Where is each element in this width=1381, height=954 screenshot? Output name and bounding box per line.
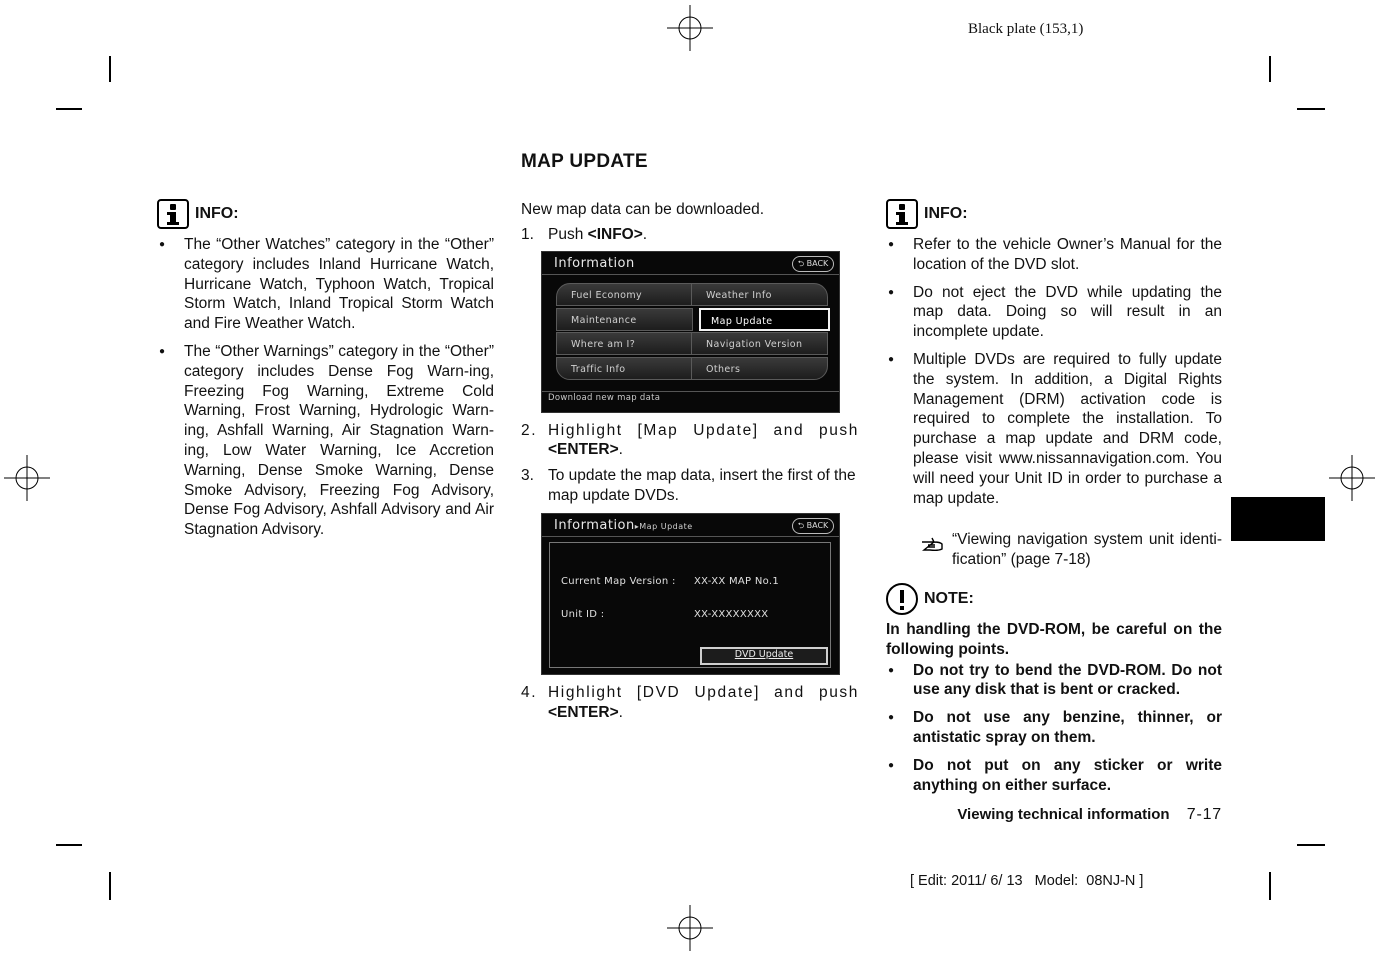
map-update-screen <box>541 513 840 675</box>
screen-subtitle: Map Update <box>639 521 693 531</box>
back-label: BACK <box>806 258 829 268</box>
screen-title-main: Information <box>554 517 635 533</box>
info-header <box>157 199 494 229</box>
back-button[interactable]: ⮌ BACK <box>792 256 834 272</box>
screen-footer: Download new map data <box>548 392 661 403</box>
edit-info: [ Edit: 2011/ 6/ 13 Model: 08NJ-N ] <box>910 873 1144 889</box>
steps-list <box>521 225 859 245</box>
list-item: ● Multiple DVDs are required to fully update the system. In addition, a Digital Rights Management (DRM) activation code is required to complete the installation. To purchase a map update and DRM code, please visit www.nissannavigation.com. You will need your Unit ID in order to purchase a map update. <box>886 350 1222 508</box>
list-item: ● The “Other Watches” category in the “Other” category includes Inland Hurricane Watch, Hurricane Watch, Typhoon Watch, Tropical Storm Watch, Inland Tropical Storm Watch and Fire Weather Watch. <box>157 235 494 334</box>
crop-mark <box>109 56 111 82</box>
crop-mark <box>56 108 82 110</box>
dvd-update-button[interactable]: DVD Update <box>700 647 828 665</box>
step-key: <ENTER> <box>548 703 619 721</box>
intro-text: New map data can be downloaded. <box>521 201 764 218</box>
step-text: Highlight [DVD Update] and push <box>548 683 859 701</box>
step-text: Highlight [Map Update] and push <box>548 421 859 439</box>
note-intro: In handling the DVD-ROM, be careful on the following points. <box>886 621 1222 658</box>
step-text: To update the map data, insert the first of the map update DVDs. <box>548 467 856 504</box>
step-number: 1. <box>521 225 534 243</box>
step-number: 4. <box>521 683 538 701</box>
registration-mark-icon <box>4 455 50 501</box>
info-list <box>157 235 494 540</box>
list-item: ● The “Other Warnings” category in the “Other” category includes Dense Fog Warn-ing, Freezing Fog Warning, Extreme Cold Warning, Frost Warning, Hydrologic Warn-ing, Ashfall Warning, Air Stagnation Warn-ing, Low Water Warning, Ice Accretion Warning, Dense Smoke Warning, Dense Smoke Advisory, Freezing Fog Advisory, Dense Fog Advisory, Ashfall Advisory and Air Stagnation Advisory. <box>157 342 494 540</box>
screen-divider <box>542 536 839 537</box>
info-icon <box>886 199 918 229</box>
page-number: 7-17 <box>1186 806 1222 823</box>
right-column <box>886 199 1222 516</box>
menu-traffic-info[interactable]: Traffic Info <box>556 357 693 380</box>
unit-id-label: Unit ID : <box>561 608 605 620</box>
info-icon <box>157 199 189 229</box>
menu-maintenance[interactable]: Maintenance <box>556 308 693 331</box>
note-header <box>886 583 1222 615</box>
step-4 <box>521 683 859 723</box>
warning-icon <box>886 583 918 615</box>
step-number: 3. <box>521 467 534 485</box>
registration-mark-icon <box>1329 455 1375 501</box>
list-item: ● Do not use any benzine, thinner, or antistatic spray on them. <box>886 708 1222 748</box>
step-number: 2. <box>521 421 538 439</box>
section-title: MAP UPDATE <box>521 151 648 172</box>
steps-list <box>521 683 859 723</box>
screen-divider <box>542 274 839 275</box>
menu-others[interactable]: Others <box>691 357 828 380</box>
pointing-hand-icon <box>920 534 948 552</box>
registration-mark-icon <box>667 905 713 951</box>
step-2 <box>521 421 859 461</box>
current-map-version-value: XX-XX MAP No.1 <box>694 575 780 587</box>
menu-navigation-version[interactable]: Navigation Version <box>691 332 828 355</box>
current-map-version-label: Current Map Version : <box>561 575 676 587</box>
step-key: <ENTER> <box>548 441 619 459</box>
note-list <box>886 661 1222 796</box>
steps-list <box>521 421 859 506</box>
back-label: BACK <box>806 520 829 530</box>
screen-title <box>554 516 693 537</box>
unit-id-value: XX-XXXXXXXX <box>694 608 769 620</box>
step-end: . <box>642 225 648 243</box>
back-button[interactable]: ⮌ BACK <box>792 518 834 534</box>
crop-mark <box>1297 844 1325 846</box>
list-item: ● Do not eject the DVD while updating the map data. Doing so will result in an incomplete update. <box>886 283 1222 342</box>
menu-where-am-i[interactable]: Where am I? <box>556 332 693 355</box>
info-header <box>886 199 1222 229</box>
list-item: ● Refer to the vehicle Owner’s Manual for the location of the DVD slot. <box>886 235 1222 275</box>
screen-title: Information <box>554 255 635 271</box>
step-key: <INFO> <box>587 225 643 243</box>
info-label: INFO: <box>924 205 968 223</box>
chapter-tab <box>1231 497 1325 541</box>
step-end: . <box>618 703 625 721</box>
plate-label: Black plate (153,1) <box>968 21 1084 37</box>
crop-mark <box>1297 108 1325 110</box>
crop-mark <box>1269 56 1271 82</box>
step-text: Push <box>548 225 588 243</box>
note-section <box>886 583 1222 803</box>
breadcrumb-arrow: ▸ <box>634 521 640 531</box>
menu-weather-info[interactable]: Weather Info <box>691 283 828 306</box>
menu-fuel-economy[interactable]: Fuel Economy <box>556 283 693 306</box>
step-end: . <box>618 441 625 459</box>
menu-map-update[interactable]: Map Update <box>699 308 830 331</box>
note-label: NOTE: <box>924 590 974 608</box>
step-3 <box>521 466 859 506</box>
left-column <box>157 199 494 548</box>
step-1 <box>521 225 859 245</box>
info-label: INFO: <box>195 205 239 223</box>
crop-mark <box>56 844 82 846</box>
registration-mark-icon <box>667 5 713 51</box>
crop-mark <box>1269 872 1271 900</box>
footer-title: Viewing technical information <box>957 806 1170 823</box>
reference-link[interactable]: “Viewing navigation system unit identi-fication” (page 7-18) <box>952 531 1222 568</box>
crop-mark <box>109 872 111 900</box>
info-list <box>886 235 1222 508</box>
page-footer <box>957 806 1222 824</box>
list-item: ● Do not put on any sticker or write anything on either surface. <box>886 756 1222 796</box>
middle-column <box>521 200 859 722</box>
list-item: ● Do not try to bend the DVD-ROM. Do not use any disk that is bent or cracked. <box>886 661 1222 701</box>
info-menu-screen <box>541 251 840 413</box>
